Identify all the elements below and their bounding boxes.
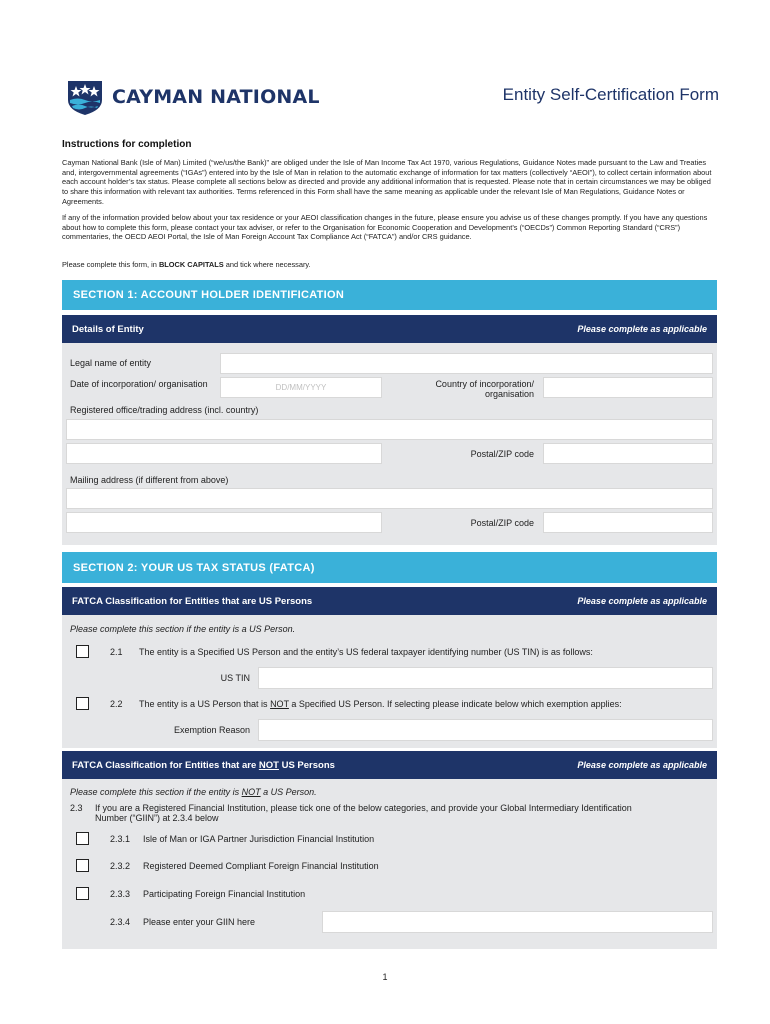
country-of-incorporation-label: Country of incorporation/ organisation — [435, 379, 534, 399]
fatca-non-us-persons-bar — [62, 751, 717, 779]
item-2-2-number: 2.2 — [110, 699, 123, 709]
section-2-title: SECTION 2: YOUR US TAX STATUS (FATCA) — [73, 561, 315, 574]
mailing-postal-code-label: Postal/ZIP code — [470, 518, 534, 528]
section-1-title: SECTION 1: ACCOUNT HOLDER IDENTIFICATION — [73, 289, 345, 301]
registered-deemed-compliant-checkbox[interactable] — [76, 859, 89, 872]
registered-address-input[interactable] — [66, 419, 713, 440]
mailing-address-input[interactable] — [66, 488, 713, 509]
brand-logo — [66, 78, 320, 116]
option-2-3-3-text: Participating Foreign Financial Institution — [143, 889, 306, 899]
non-us-note-end: a US Person. — [260, 787, 317, 797]
non-us-note-start: Please complete this section if the entity is — [70, 787, 242, 797]
fatca-non-us-persons-panel — [62, 779, 717, 949]
section-1-header — [62, 280, 717, 310]
fatca-us-persons-title: FATCA Classification for Entities that are US Persons — [72, 595, 313, 607]
brand-name: CAYMAN NATIONAL — [112, 86, 320, 108]
fatca-non-us-title-not: NOT — [258, 759, 279, 771]
item-2-2-not: NOT — [270, 699, 289, 709]
option-2-3-2-text: Registered Deemed Compliant Foreign Financial Institution — [143, 861, 379, 871]
iom-iga-fi-checkbox[interactable] — [76, 832, 89, 845]
exemption-reason-label: Exemption Reason — [173, 725, 250, 735]
details-of-entity-bar — [62, 315, 717, 343]
not-specified-us-person-checkbox[interactable] — [76, 697, 89, 710]
item-2-2-text — [139, 699, 713, 709]
instructions-p3-end: and tick where necessary. — [223, 260, 311, 269]
specified-us-person-checkbox[interactable] — [76, 645, 89, 658]
section-1-panel — [62, 343, 717, 545]
details-of-entity-title: Details of Entity — [72, 323, 144, 335]
option-2-3-1-text: Isle of Man or IGA Partner Jurisdiction Financial Institution — [143, 834, 375, 844]
exemption-reason-input[interactable] — [258, 719, 713, 741]
non-us-note-not: NOT — [241, 787, 261, 797]
date-of-incorporation-label: Date of incorporation/ organisation — [70, 379, 208, 389]
complete-as-applicable-note: Please complete as applicable — [577, 324, 707, 334]
postal-code-label: Postal/ZIP code — [470, 449, 534, 459]
item-2-3-text: If you are a Registered Financial Institution, please tick one of the below categories, and provide your Global Intermediary Identification Number (“GIIN”) at 2.3.4 below — [95, 803, 632, 823]
option-2-3-4-text: Please enter your GIIN here — [143, 917, 256, 927]
postal-code-input[interactable] — [543, 443, 713, 464]
giin-input[interactable] — [322, 911, 713, 933]
star-shield-icon — [66, 78, 104, 116]
complete-as-applicable-note-3: Please complete as applicable — [577, 760, 707, 770]
form-title: Entity Self-Certification Form — [502, 85, 719, 104]
country-of-incorporation-input[interactable] — [543, 377, 713, 398]
instructions-paragraph-2: If any of the information provided below about your tax residence or your AEOI classification changes in the future, please ensure you advise us of these changes promptly. If you have any questions about how to complete this form, please contact your tax adviser, or refer to the Organisation for Economic Cooperation and Development’s (“OECDs”) Common Reporting Standard (“CRS”) commentaries, the OECD AEOI Portal, the Isle of Man Foreign Account Tax Compliance Act (“FATCA”) and/or CRS guidance. — [62, 213, 708, 242]
date-of-incorporation-input[interactable]: DD/MM/YYYY — [220, 377, 382, 398]
option-2-3-1-number: 2.3.1 — [110, 834, 131, 844]
legal-name-label: Legal name of entity — [70, 358, 152, 368]
registered-address-line-2-input[interactable] — [66, 443, 382, 464]
us-person-note: Please complete this section if the entity is a US Person. — [70, 624, 296, 634]
fatca-non-us-title-start: FATCA Classification for Entities that are — [72, 759, 259, 771]
fatca-non-us-persons-title — [72, 760, 335, 771]
item-2-2-text-end: a Specified US Person. If selecting please indicate below which exemption applies: — [288, 699, 622, 709]
instructions-paragraph-1: Cayman National Bank (Isle of Man) Limited (“we/us/the Bank)” are obliged under the Isle of Man Income Tax Act 1970, various Regulations, Guidance Notes made pursuant to the Law and Treaties and, intergovernmental agreements (“IGAs”) entered into by the Isle of Man in relation to the automatic exchange of information for tax matters (collectively “AEOI”), to collect certain information about each account holder’s tax status. Please complete all sections below as directed and provide any additional information that is requested. Please note that in certain circumstances we may be obliged to share this information with relevant tax authorities. Terms referenced in this Form shall have the same meaning as applicable under the relevant Isle of Man Regulations, Guidance Notes or Agreements. — [62, 158, 712, 206]
item-2-3-number: 2.3 — [70, 803, 83, 813]
mailing-postal-code-input[interactable] — [543, 512, 713, 533]
fatca-non-us-title-end: US Persons — [278, 759, 335, 771]
instructions-heading: Instructions for completion — [62, 139, 192, 150]
us-tin-label: US TIN — [220, 673, 250, 683]
item-2-1-number: 2.1 — [110, 647, 123, 657]
mailing-address-line-2-input[interactable] — [66, 512, 382, 533]
participating-ffi-checkbox[interactable] — [76, 887, 89, 900]
non-us-person-note — [70, 787, 317, 797]
item-2-2-text-start: The entity is a US Person that is — [139, 699, 271, 709]
page-number: 1 — [382, 972, 388, 982]
mailing-address-label: Mailing address (if different from above) — [70, 475, 229, 485]
complete-as-applicable-note-2: Please complete as applicable — [577, 596, 707, 606]
legal-name-input[interactable] — [220, 353, 713, 374]
fatca-us-persons-panel — [62, 615, 717, 748]
option-2-3-4-number: 2.3.4 — [110, 917, 131, 927]
option-2-3-2-number: 2.3.2 — [110, 861, 131, 871]
fatca-us-persons-bar — [62, 587, 717, 615]
registered-address-label: Registered office/trading address (incl. country) — [70, 405, 259, 415]
instructions-p3-bold: BLOCK CAPITALS — [158, 260, 224, 269]
us-tin-input[interactable] — [258, 667, 713, 689]
instructions-p3-start: Please complete this form, in — [62, 260, 159, 269]
instructions-paragraph-3 — [62, 260, 717, 270]
option-2-3-3-number: 2.3.3 — [110, 889, 131, 899]
item-2-1-text: The entity is a Specified US Person and the entity’s US federal taxpayer identifying number (US TIN) is as follows: — [139, 647, 593, 657]
section-2-header — [62, 552, 717, 583]
